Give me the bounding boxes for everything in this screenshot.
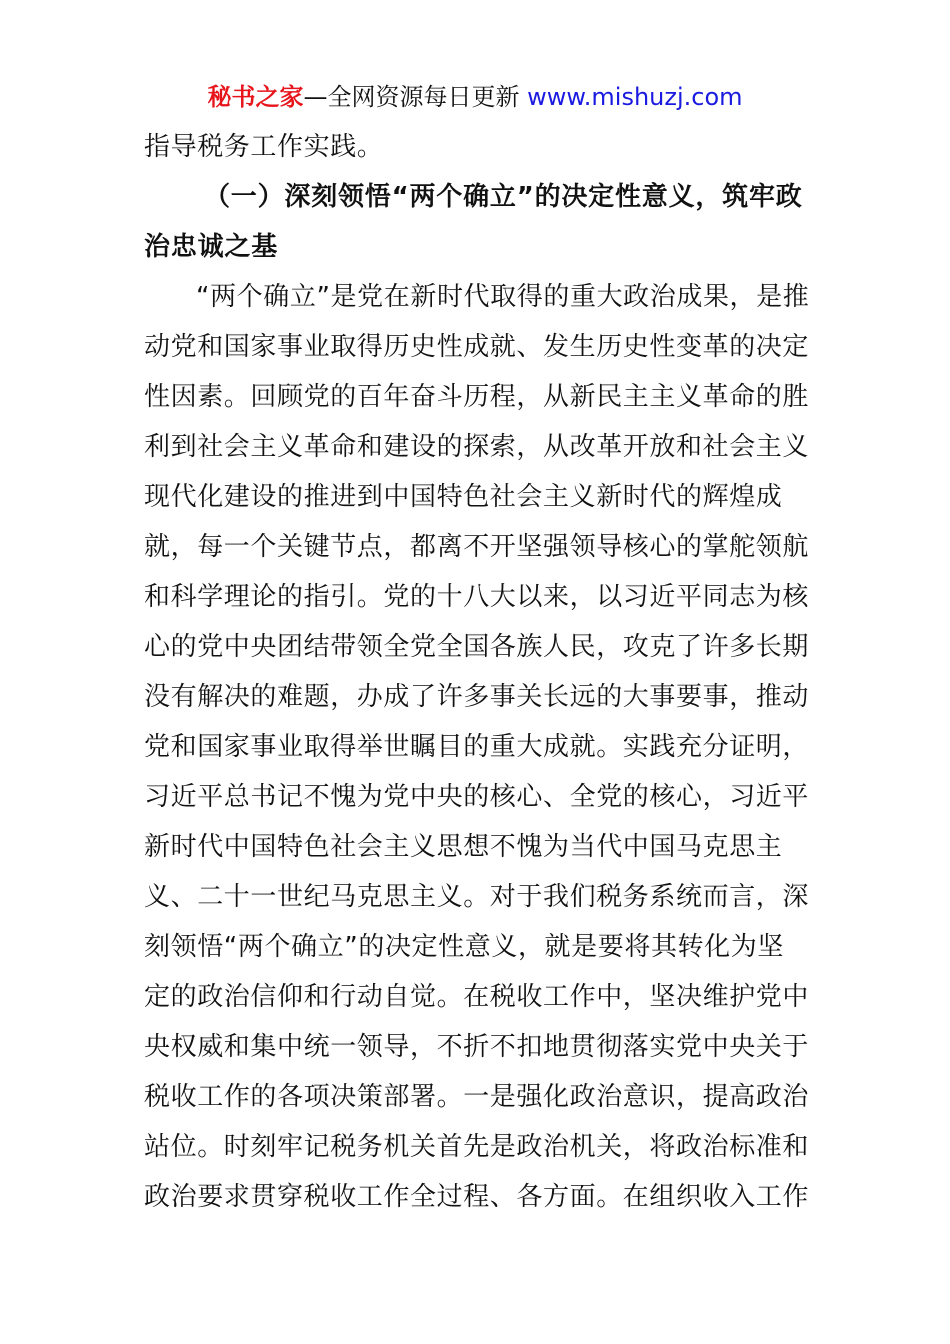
paragraph-line: “两个确立”是党在新时代取得的重大政治成果，是推 [196, 282, 810, 312]
body-paragraph [144, 272, 814, 1222]
paragraph-line: 新时代中国特色社会主义思想不愧为当代中国马克思主 [144, 832, 783, 862]
header-tagline: —全网资源每日更新 [303, 83, 528, 111]
heading-line: （一）深刻领悟“两个确立”的决定性意义，筑牢政 [204, 182, 803, 212]
document-body [144, 122, 814, 1222]
paragraph-line: 和科学理论的指引。党的十八大以来，以习近平同志为核 [144, 582, 810, 612]
paragraph-line: 习近平总书记不愧为党中央的核心、全党的核心，习近平 [144, 782, 810, 812]
paragraph-line: 站位。时刻牢记税务机关首先是政治机关，将政治标准和 [144, 1132, 810, 1162]
paragraph-line: 没有解决的难题，办成了许多事关长远的大事要事，推动 [144, 682, 810, 712]
paragraph-line: 党和国家事业取得举世瞩目的重大成就。实践充分证明， [144, 732, 810, 762]
paragraph-line: 政治要求贯穿税收工作全过程、各方面。在组织收入工作 [144, 1182, 810, 1212]
paragraph-line: 性因素。回顾党的百年奋斗历程，从新民主主义革命的胜 [144, 382, 810, 412]
heading-line: 治忠诚之基 [144, 232, 279, 262]
watermark-header [0, 80, 950, 114]
paragraph-line: 现代化建设的推进到中国特色社会主义新时代的辉煌成 [144, 482, 783, 512]
paragraph-line: 利到社会主义革命和建设的探索，从改革开放和社会主义 [144, 432, 810, 462]
paragraph-line: 刻领悟“两个确立”的决定性意义，就是要将其转化为坚 [144, 932, 784, 962]
section-heading [144, 172, 814, 272]
paragraph-line: 义、二十一世纪马克思主义。对于我们税务系统而言，深 [144, 882, 810, 912]
site-url-link[interactable]: www.mishuzj.com [527, 83, 743, 111]
paragraph-line: 就，每一个关键节点，都离不开坚强领导核心的掌舵领航 [144, 532, 810, 562]
paragraph-line: 动党和国家事业取得历史性成就、发生历史性变革的决定 [144, 332, 810, 362]
brand-name: 秘书之家 [207, 83, 304, 111]
paragraph-line: 定的政治信仰和行动自觉。在税收工作中，坚决维护党中 [144, 982, 810, 1012]
paragraph-line: 心的党中央团结带领全党全国各族人民，攻克了许多长期 [144, 632, 810, 662]
paragraph-line: 央权威和集中统一领导，不折不扣地贯彻落实党中央关于 [144, 1032, 810, 1062]
paragraph-line: 税收工作的各项决策部署。一是强化政治意识，提高政治 [144, 1082, 810, 1112]
paragraph-tail-line: 指导税务工作实践。 [144, 132, 384, 162]
